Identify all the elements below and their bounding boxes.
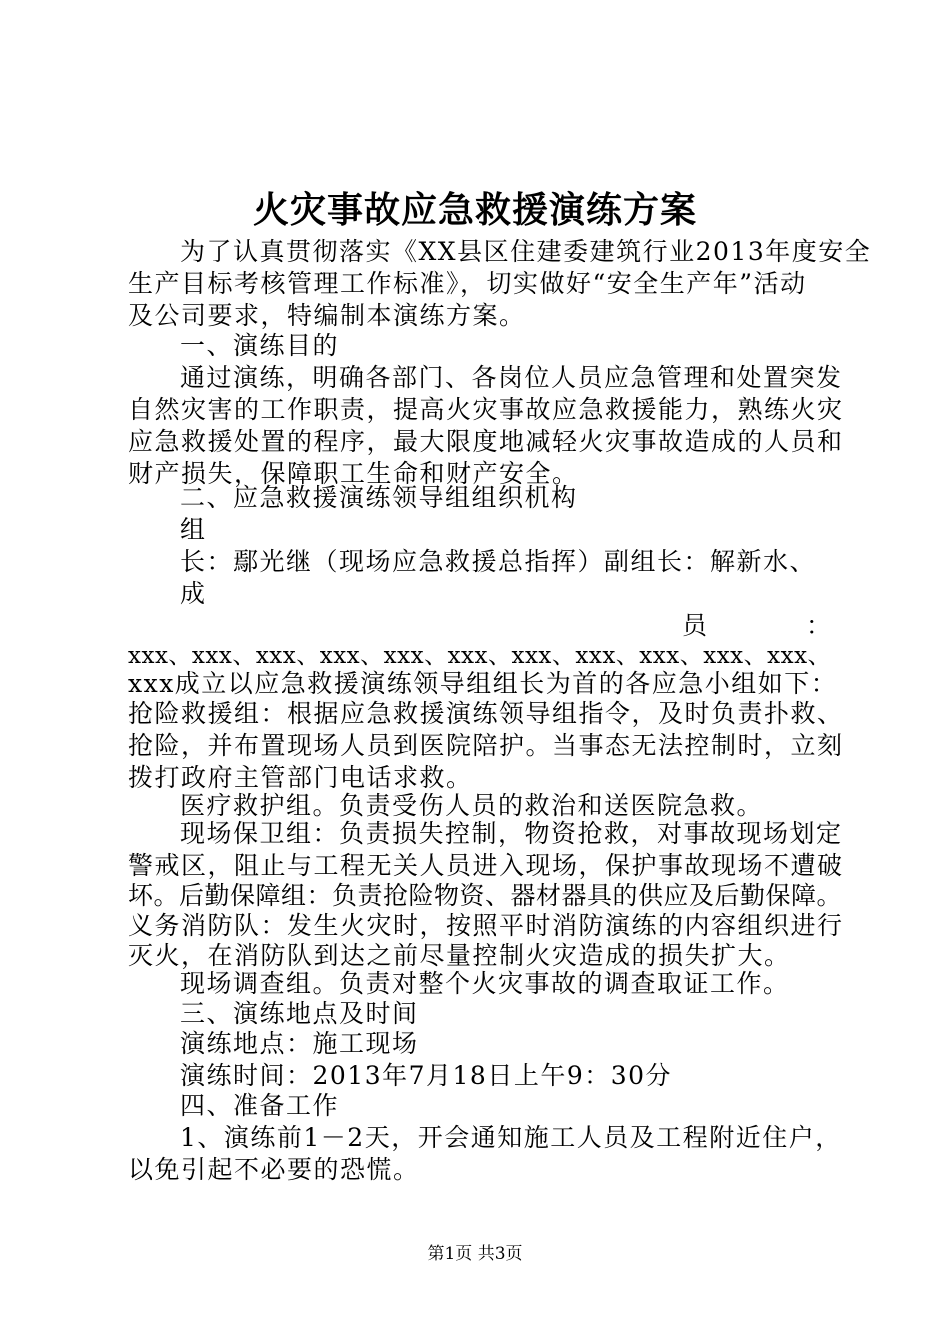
body-line: 成	[180, 579, 207, 608]
page-footer: 第1页 共3页	[427, 1244, 523, 1264]
body-line: ：	[806, 611, 833, 640]
body-line: xxx成立以应急救援演练领导组组长为首的各应急小组如下：	[128, 669, 838, 698]
body-line: 及公司要求，特编制本演练方案。	[128, 301, 526, 330]
body-line: 现场保卫组：负责损失控制，物资抢救，对事故现场划定	[180, 819, 843, 848]
body-line: 以免引起不必要的恐慌。	[128, 1155, 420, 1184]
body-line: 通过演练，明确各部门、各岗位人员应急管理和处置突发	[180, 363, 843, 392]
body-line: 财产损失，保障职工生命和财产安全。	[128, 459, 579, 488]
body-line: xxx、xxx、xxx、xxx、xxx、xxx、xxx、xxx、xxx、xxx、xxx、	[128, 643, 832, 669]
body-line: 坏。后勤保障组：负责抢险物资、器材器具的供应及后勤保障。	[128, 881, 843, 910]
document-title: 火灾事故应急救援演练方案	[252, 189, 697, 231]
body-line: 灭火，在消防队到达之前尽量控制火灾造成的损失扩大。	[128, 941, 791, 970]
section-heading: 二、应急救援演练领导组组织机构	[180, 483, 578, 512]
body-line: 1、演练前1－2天，开会通知施工人员及工程附近住户，	[180, 1123, 842, 1152]
body-line: 现场调查组。负责对整个火灾事故的调查取证工作。	[180, 969, 790, 998]
section-heading: 三、演练地点及时间	[180, 999, 419, 1028]
body-line: 自然灾害的工作职责，提高火灾事故应急救援能力，熟练火灾	[128, 395, 844, 424]
body-line: 为了认真贯彻落实《XX县区住建委建筑行业2013年度安全	[180, 237, 872, 266]
section-heading: 四、准备工作	[180, 1091, 340, 1120]
body-line: 生产目标考核管理工作标准》，切实做好“安全生产年”活动	[128, 269, 807, 298]
body-line: 演练地点：施工现场	[180, 1029, 419, 1058]
body-line: 应急救援处置的程序，最大限度地减轻火灾事故造成的人员和	[128, 427, 844, 456]
body-line: 义务消防队：发生火灾时，按照平时消防演练的内容组织进行	[128, 911, 844, 940]
body-line: 抢险救援组：根据应急救援演练领导组指令，及时负责扑救、	[128, 699, 844, 728]
body-line: 警戒区，阻止与工程无关人员进入现场，保护事故现场不遭破	[128, 851, 844, 880]
body-line: 组	[180, 515, 207, 544]
body-line: 医疗救护组。负责受伤人员的救治和送医院急救。	[180, 791, 764, 820]
section-heading: 一、演练目的	[180, 331, 340, 360]
body-line: 演练时间：2013年7月18日上午9：30分	[180, 1061, 673, 1090]
body-line: 拨打政府主管部门电话求救。	[128, 763, 473, 792]
body-line: 员	[682, 611, 709, 640]
body-line: 抢险，并布置现场人员到医院陪护。当事态无法控制时，立刻	[128, 731, 844, 760]
body-line: 长：鄢光继（现场应急救援总指挥）副组长：解新水、	[180, 547, 817, 576]
